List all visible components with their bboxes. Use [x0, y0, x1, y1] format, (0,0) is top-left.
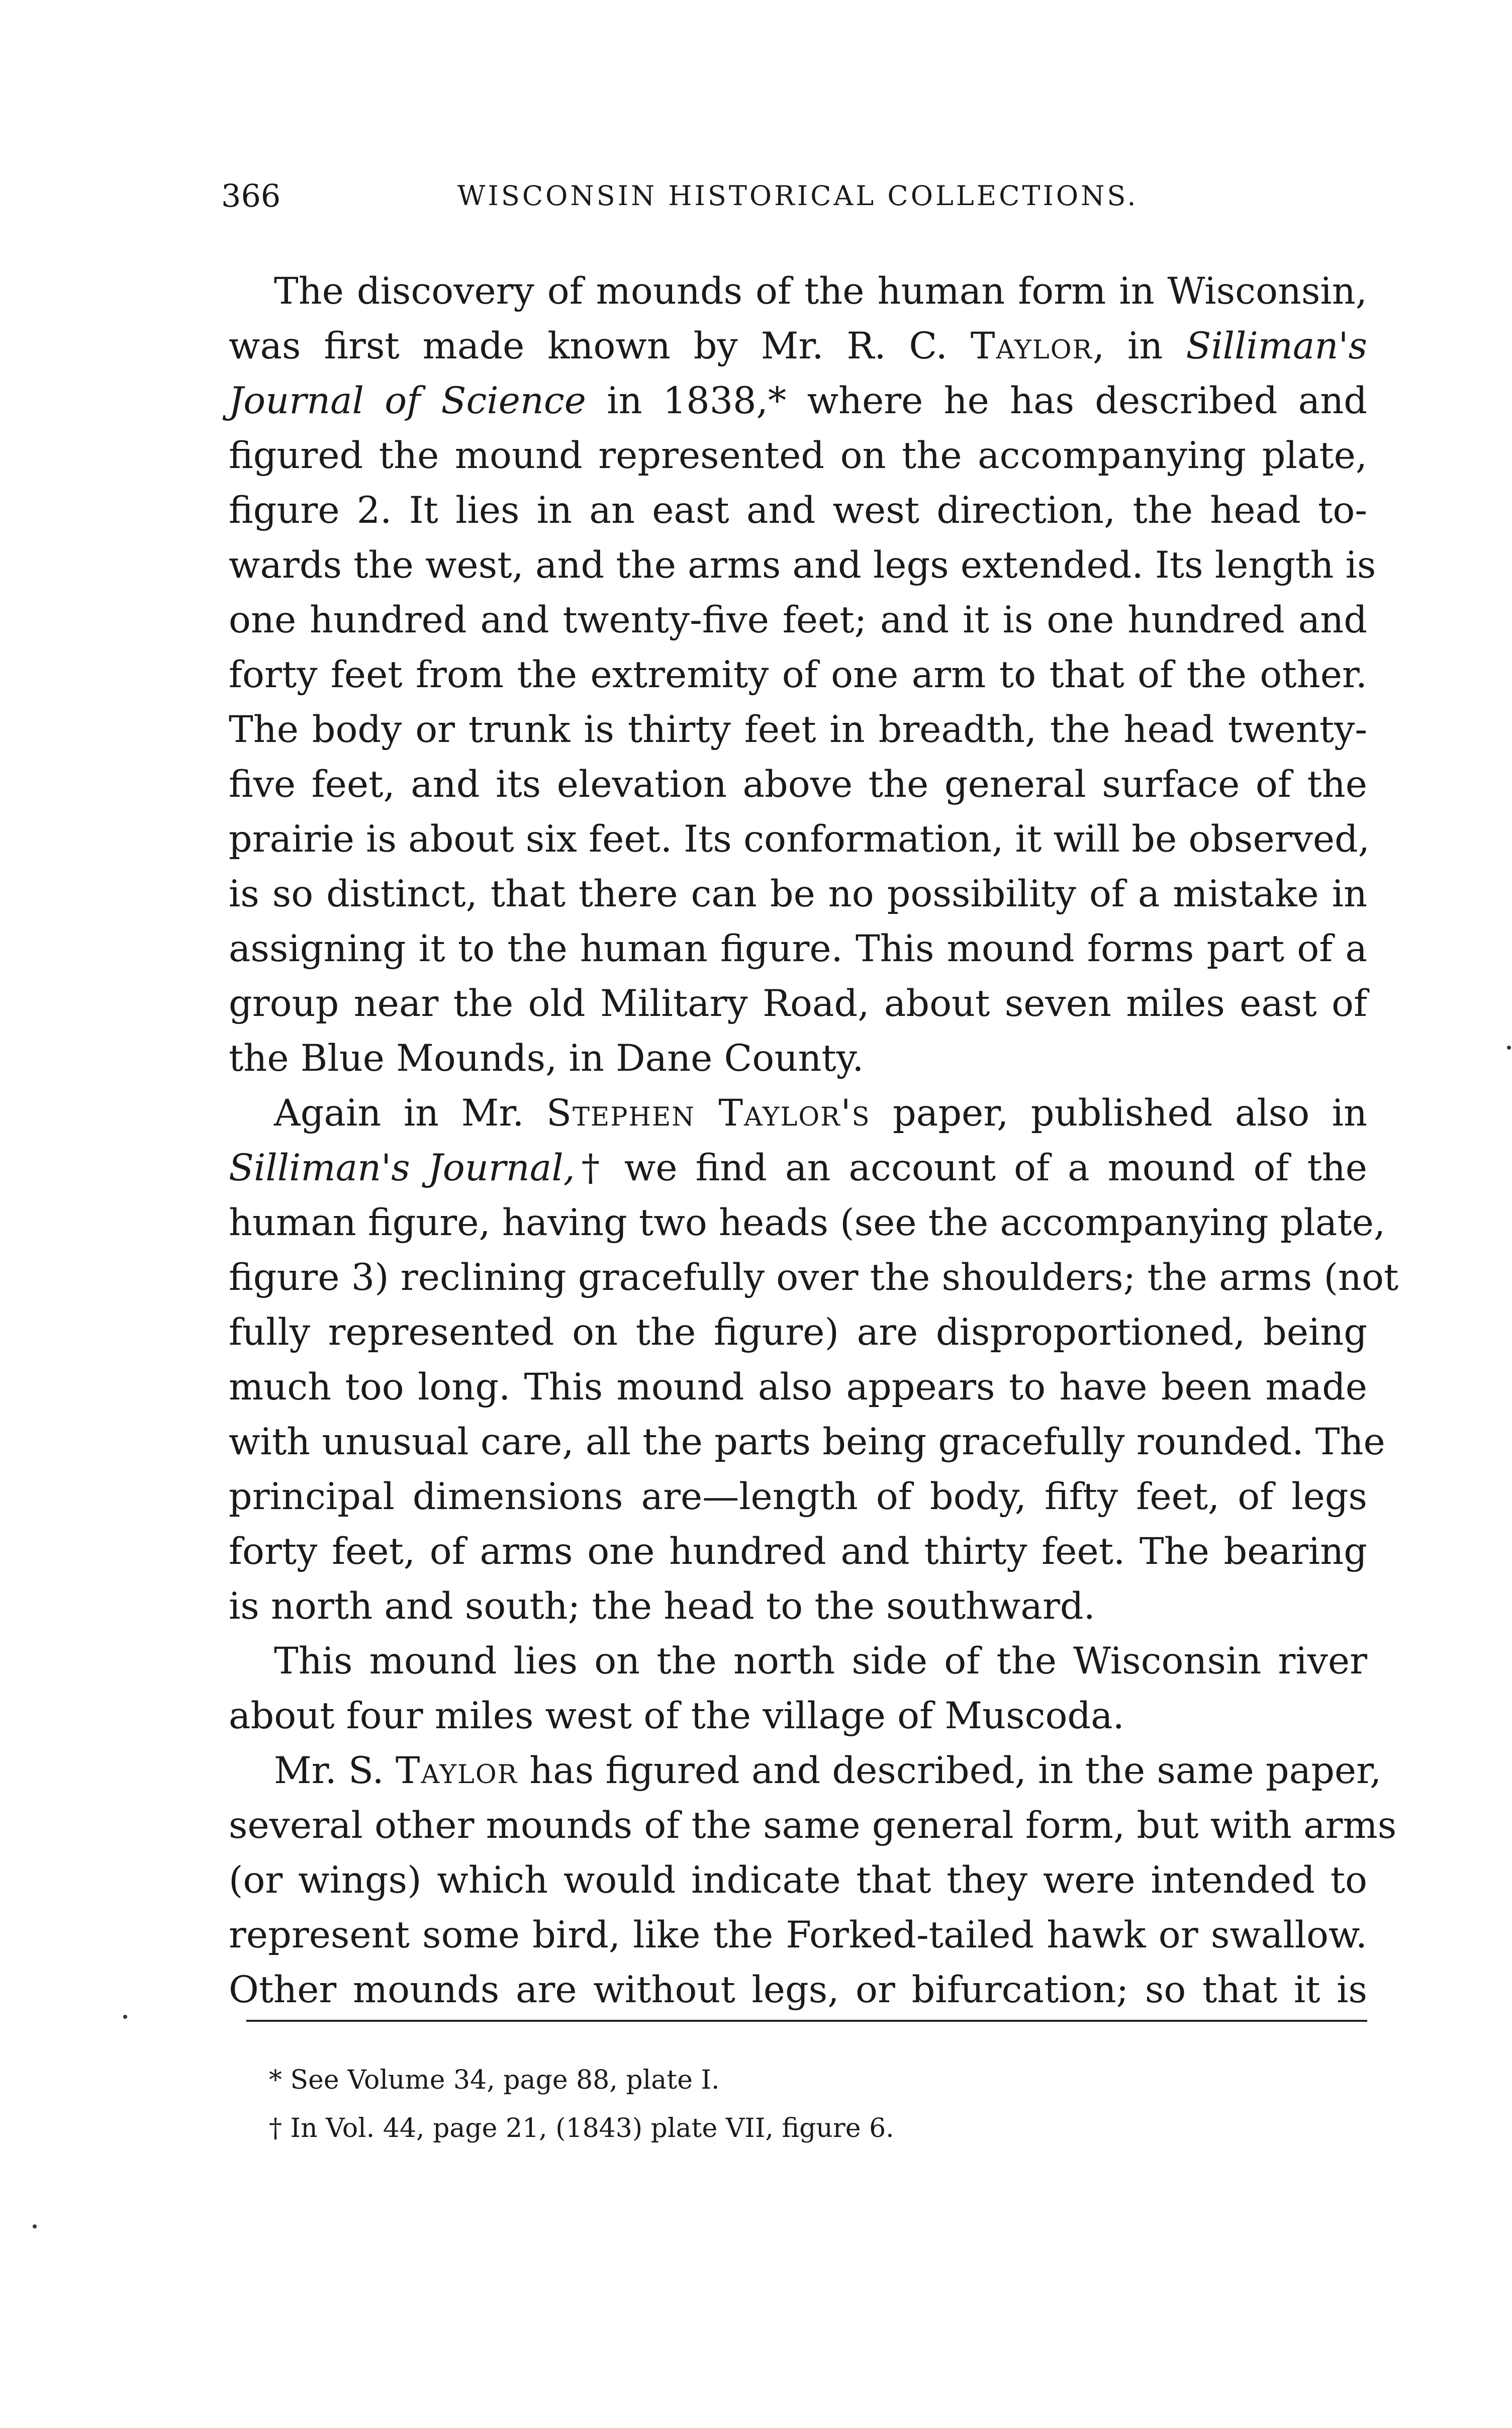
text-span: has figured and described, in the same paper,: [518, 1749, 1382, 1792]
paragraph-1-line-3: [229, 373, 1367, 428]
paragraph-4-line-5: Other mounds are without legs, or bifurcation; so that it is: [229, 1969, 1367, 2011]
paragraph-2-line-1: [229, 1086, 1367, 1141]
page-header: [221, 176, 1377, 216]
paragraph-1-line-13: assigning it to the human figure. This mound forms part of a: [229, 927, 1367, 970]
text-span: in 1838,* where he has described and: [586, 380, 1367, 422]
paragraph-2-line-10: is north and south; the head to the southward.: [229, 1585, 1095, 1628]
scan-speck: [1507, 1046, 1511, 1050]
text-span: paper, published also in: [870, 1092, 1367, 1135]
journal-title-italic: Silliman's Journal,: [229, 1147, 575, 1189]
paragraph-1-line-8: forty feet from the extremity of one arm to that of the other.: [229, 653, 1367, 696]
paragraph-2-line-2: [229, 1141, 1367, 1195]
paragraph-2-line-8: principal dimensions are—length of body, fifty feet, of legs: [229, 1475, 1367, 1518]
text-span: Mr. S.: [274, 1749, 396, 1792]
footnote-2: † In Vol. 44, page 21, (1843) plate VII, figure 6.: [269, 2113, 894, 2143]
footnotes: [269, 2056, 1325, 2153]
text-span: was first made known by Mr. R. C.: [229, 325, 971, 367]
text-span: Again in Mr.: [274, 1092, 546, 1135]
paragraph-4-line-2: several other mounds of the same general form, but with arms: [229, 1804, 1397, 1847]
footnote-1: * See Volume 34, page 88, plate I.: [269, 2065, 720, 2095]
paragraph-1-line-14: group near the old Military Road, about seven miles east of: [229, 982, 1367, 1025]
paragraph-3-line-2: about four miles west of the village of Muscoda.: [229, 1695, 1124, 1737]
paragraph-1-line-2: [229, 319, 1367, 373]
paragraph-2-line-6: much too long. This mound also appears to have been made: [229, 1366, 1367, 1409]
paragraph-3-line-1: This mound lies on the north side of the Wisconsin river: [274, 1640, 1367, 1683]
scan-speck: [33, 2224, 37, 2228]
paragraph-1-line-5: figure 2. It lies in an east and west direction, the head to-: [229, 489, 1367, 532]
paragraph-4-line-3: (or wings) which would indicate that they were intended to: [229, 1859, 1367, 1902]
footnote-divider: [246, 2020, 1367, 2022]
text-span: † we find an account of a mound of the: [575, 1147, 1367, 1189]
paragraph-1-line-12: is so distinct, that there can be no possibility of a mistake in: [229, 873, 1367, 915]
author-name-small-caps: Taylor: [395, 1749, 518, 1792]
paragraph-1-line-10: five feet, and its elevation above the general surface of the: [229, 763, 1367, 806]
paragraph-1-line-1: The discovery of mounds of the human form in Wisconsin,: [274, 270, 1367, 313]
paragraph-4-line-4: represent some bird, like the Forked-tailed hawk or swallow.: [229, 1914, 1367, 1956]
paragraph-1-line-6: wards the west, and the arms and legs extended. Its length is: [229, 544, 1376, 587]
paragraph-2-line-4: figure 3) reclining gracefully over the shoulders; the arms (not: [229, 1256, 1399, 1299]
paragraph-1-line-7: one hundred and twenty-five feet; and it is one hundred and: [229, 599, 1367, 641]
paragraph-1-line-15: the Blue Mounds, in Dane County.: [229, 1037, 864, 1080]
author-name-small-caps: Stephen Taylor's: [546, 1092, 871, 1135]
paragraph-1-line-4: figured the mound represented on the accompanying plate,: [229, 434, 1367, 477]
paragraph-1-line-9: The body or trunk is thirty feet in breadth, the head twenty-: [229, 708, 1367, 751]
page-number: 366: [221, 177, 281, 214]
running-head: WISCONSIN HISTORICAL COLLECTIONS.: [457, 180, 1139, 212]
paragraph-2-line-5: fully represented on the figure) are disproportioned, being: [229, 1311, 1367, 1354]
journal-title-italic: Journal of Science: [229, 380, 586, 422]
journal-title-italic: Silliman's: [1186, 325, 1367, 367]
paragraph-2-line-7: with unusual care, all the parts being gracefully rounded. The: [229, 1421, 1385, 1463]
paragraph-2-line-9: forty feet, of arms one hundred and thirty feet. The bearing: [229, 1530, 1367, 1573]
body-text: [229, 264, 1399, 2017]
paragraph-4-line-1: [229, 1743, 1382, 1798]
scan-speck: [123, 2015, 127, 2019]
paragraph-2-line-3: human figure, having two heads (see the accompanying plate,: [229, 1201, 1386, 1244]
paragraph-1-line-11: prairie is about six feet. Its conformation, it will be observed,: [229, 818, 1370, 861]
text-span: , in: [1092, 325, 1186, 367]
author-name-small-caps: Taylor: [970, 325, 1093, 367]
